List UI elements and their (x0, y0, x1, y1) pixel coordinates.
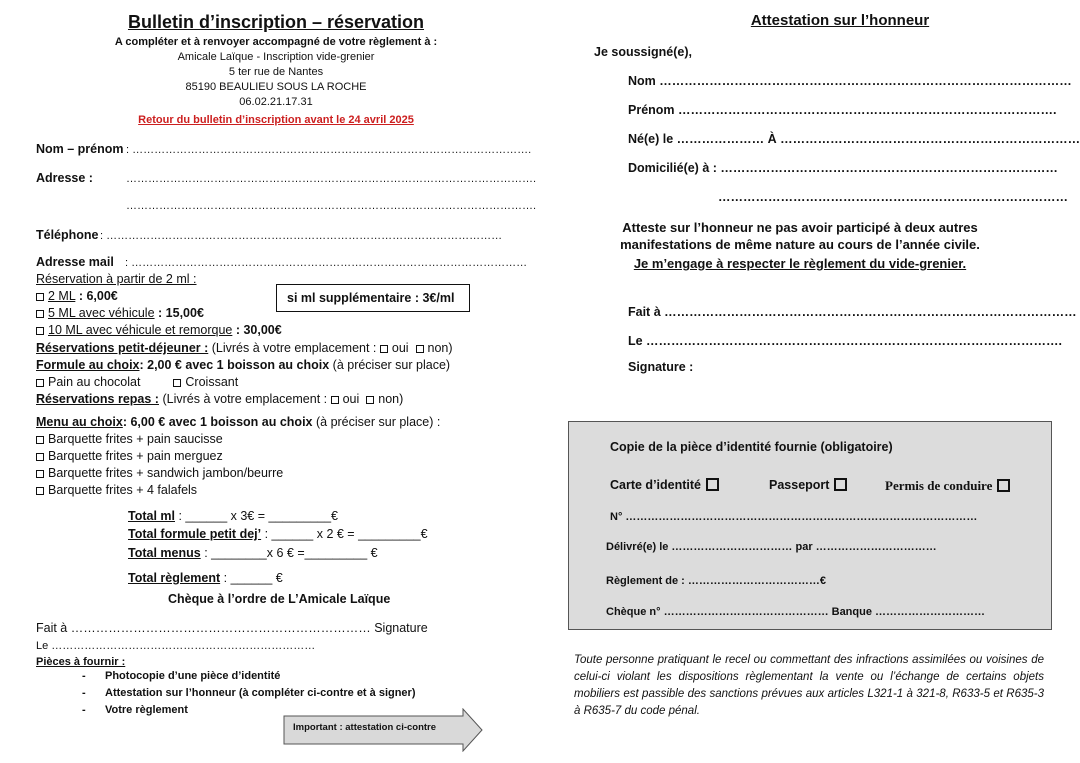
option-5ml[interactable] (36, 306, 204, 320)
soussigne: Je soussigné(e), (594, 45, 692, 59)
piece-item: - Votre règlement (82, 704, 188, 716)
reglement-field[interactable]: Règlement de : ………………………………€ (606, 575, 827, 587)
checkbox-icon[interactable] (36, 436, 44, 444)
total-reglement-expr: : ______ € (223, 571, 283, 585)
nom-label: Nom – prénom (36, 142, 124, 156)
checkbox-icon[interactable] (36, 327, 44, 335)
id-document-box (568, 421, 1052, 630)
breakfast-note: (Livrés à votre emplacement : (211, 341, 377, 355)
tel-label: Téléphone (36, 228, 99, 242)
total-dej-label: Total formule petit dej’ (128, 527, 262, 541)
menu-item[interactable] (36, 466, 283, 480)
total-ml-row[interactable] (128, 509, 338, 523)
formule-row (36, 358, 450, 372)
adresse-label: Adresse : (36, 171, 93, 185)
breakfast-non: non) (427, 341, 453, 355)
checkbox-icon[interactable] (366, 396, 374, 404)
le-line[interactable]: Le ……………………………………………………………… (36, 640, 316, 652)
attest-signature-label: Signature : (628, 360, 694, 374)
attest-le-field[interactable]: Le ………………………………………………………………………………………. (628, 334, 1063, 348)
menu-item-label: Barquette frites + pain merguez (48, 449, 223, 463)
engagement-line: Je m’engage à respecter le règlement du vide-grenier. (633, 256, 967, 271)
total-dej-row[interactable] (128, 527, 428, 541)
tel-field[interactable]: : ……………………………………………………………………………………………… (100, 230, 503, 242)
option-label: 2 ML (48, 289, 76, 303)
menu-heading: Menu au choix (36, 415, 123, 429)
total-ml-label: Total ml (128, 509, 175, 523)
piece-item: - Photocopie d’une pièce d’identité (82, 670, 281, 682)
mail-field[interactable]: : ……………………………………………………………………………………………… (125, 257, 528, 269)
piece-item: - Attestation sur l’honneur (à compléter ci-contre et à signer) (82, 687, 416, 699)
checkbox-icon[interactable] (36, 310, 44, 318)
total-ml-expr: : ______ x 3€ = _________€ (178, 509, 339, 523)
id-option-label: Carte d’identité (610, 478, 701, 492)
breakfast-row (36, 341, 453, 355)
option-price: : 15,00€ (158, 306, 204, 320)
address-line: 5 ter rue de Nantes (228, 66, 324, 78)
mail-label: Adresse mail (36, 255, 114, 269)
menu-item-label: Barquette frites + 4 falafels (48, 483, 198, 497)
checkbox-icon[interactable] (36, 379, 44, 387)
total-menus-label: Total menus (128, 546, 201, 560)
atteste-line: manifestations de même nature au cours de l’année civile. (620, 237, 980, 252)
repas-heading: Réservations repas : (36, 392, 159, 406)
total-menus-expr: : ________x 6 € =_________ € (204, 546, 378, 560)
checkbox-icon[interactable] (36, 453, 44, 461)
menu-item-label: Barquette frites + sandwich jambon/beurre (48, 466, 284, 480)
id-option-permis[interactable] (885, 478, 1010, 494)
checkbox-icon[interactable] (36, 293, 44, 301)
menu-note: (à préciser sur place) : (315, 415, 441, 429)
checkbox-icon[interactable] (997, 479, 1010, 492)
option-price: : 30,00€ (235, 323, 282, 337)
breakfast-heading: Réservations petit-déjeuner : (36, 341, 209, 355)
cheque-field[interactable]: Chèque n° ……………………………………… Banque ………………………… (606, 606, 986, 618)
total-reglement-row[interactable] (128, 571, 283, 585)
attest-domicile-field[interactable]: Domicilié(e) à : ……………………………………………………………………… (628, 161, 1058, 175)
pieces-heading: Pièces à fournir : (36, 656, 126, 668)
checkbox-icon[interactable] (331, 396, 339, 404)
pastry-croissant: Croissant (185, 375, 239, 389)
instructions: A compléter et à renvoyer accompagné de votre règlement à : (114, 36, 438, 48)
repas-row (36, 392, 403, 406)
menu-row (36, 415, 440, 429)
menu-item-label: Barquette frites + pain saucisse (48, 432, 223, 446)
menu-item[interactable] (36, 483, 197, 497)
attest-naissance-field[interactable]: Né(e) le ………………… À ……………………………………………………………… (628, 132, 1080, 146)
checkbox-icon[interactable] (416, 345, 424, 353)
piece-label: Votre règlement (105, 704, 188, 716)
attestation-title: Attestation sur l’honneur (750, 12, 930, 29)
option-price: : 6,00€ (78, 289, 118, 303)
cheque-order: Chèque à l’ordre de L’Amicale Laïque (168, 592, 391, 606)
formule-heading: Formule au choix (36, 358, 140, 372)
arrow-callout (283, 708, 483, 752)
pastry-row (36, 375, 238, 389)
breakfast-oui: oui (391, 341, 409, 355)
formule-note: (à préciser sur place) (332, 358, 451, 372)
repas-oui: oui (342, 392, 360, 406)
form-title: Bulletin d’inscription – réservation (127, 12, 425, 32)
id-numero-field[interactable]: N° …………………………………………………………………………………… (610, 511, 978, 523)
checkbox-icon[interactable] (173, 379, 181, 387)
option-10ml[interactable] (36, 323, 282, 337)
formule-price: : 2,00 € avec 1 boisson au choix (139, 358, 330, 372)
piece-label: Attestation sur l’honneur (à compléter ci-contre et à signer) (105, 687, 416, 699)
id-option-label: Permis de conduire (885, 478, 993, 493)
address-line: Amicale Laïque - Inscription vide-grenier (177, 51, 375, 63)
menu-item[interactable] (36, 449, 223, 463)
phone-number: 06.02.21.17.31 (239, 96, 313, 108)
menu-price: : 6,00 € avec 1 boisson au choix (122, 415, 313, 429)
piece-label: Photocopie d’une pièce d’identité (105, 670, 281, 682)
id-option-label: Passeport (769, 478, 830, 492)
repas-non: non) (378, 392, 404, 406)
attest-nom-field[interactable]: Nom ……………………………………………………………………………………… (628, 74, 1072, 88)
adresse-field[interactable]: …………………………………………………………………………………………………. (126, 173, 537, 185)
option-label: 5 ML avec véhicule (48, 306, 155, 320)
supplement-box: si ml supplémentaire : 3€/ml (276, 284, 470, 312)
attest-domicile-field-2[interactable]: ………………………………………………………………………… (718, 190, 1068, 204)
checkbox-icon[interactable] (706, 478, 719, 491)
checkbox-icon[interactable] (36, 470, 44, 478)
total-reglement-label: Total règlement (128, 571, 221, 585)
attest-prenom-field[interactable]: Prénom ………………………………………………………………………………. (628, 103, 1057, 117)
attest-fait-a-field[interactable]: Fait à ……………………………………………………………………………………… (628, 305, 1077, 319)
address-line: 85190 BEAULIEU SOUS LA ROCHE (185, 81, 367, 93)
reservation-heading: Réservation à partir de 2 ml : (36, 272, 197, 286)
checkbox-icon[interactable] (834, 478, 847, 491)
checkbox-icon[interactable] (380, 345, 388, 353)
total-menus-row[interactable] (128, 546, 378, 560)
atteste-line: Atteste sur l’honneur ne pas avoir participé à deux autres (622, 220, 978, 235)
legal-notice: Toute personne pratiquant le recel ou commettant des infractions assimilées ou voisines de celui-ci violant les dispositions règlementant la vente ou l’échange de certains objets mobiliers est passible des sanctions prévues aux articles L321-1 à 321-8, R633-5 et R635-3 à R635-7 du code pénal. (574, 654, 1044, 717)
menu-item[interactable] (36, 432, 223, 446)
option-2ml[interactable] (36, 289, 118, 303)
arrow-label: Important : attestation ci-contre (293, 722, 437, 733)
id-option-passeport[interactable] (769, 478, 847, 492)
deadline-notice: Retour du bulletin d’inscription avant le 24 avril 2025 (138, 114, 414, 126)
nom-field[interactable]: : ………………………………………………………………………………………………. (126, 144, 532, 156)
pastry-pain-chocolat: Pain au chocolat (48, 375, 141, 389)
id-option-carte[interactable] (610, 478, 719, 492)
id-box-heading: Copie de la pièce d’identité fournie (obligatoire) (610, 440, 893, 454)
fait-a-line[interactable]: Fait à ……………………………………………………………… Signature (36, 621, 428, 635)
checkbox-icon[interactable] (36, 487, 44, 495)
adresse-field-2[interactable]: …………………………………………………………………………………………………. (126, 200, 537, 212)
id-delivre-field[interactable]: Délivré(e) le …………………………… par …………………………… (606, 541, 937, 553)
option-label: 10 ML avec véhicule et remorque (48, 323, 233, 337)
repas-note: (Livrés à votre emplacement : (162, 392, 328, 406)
total-dej-expr: : ______ x 2 € = _________€ (264, 527, 428, 541)
